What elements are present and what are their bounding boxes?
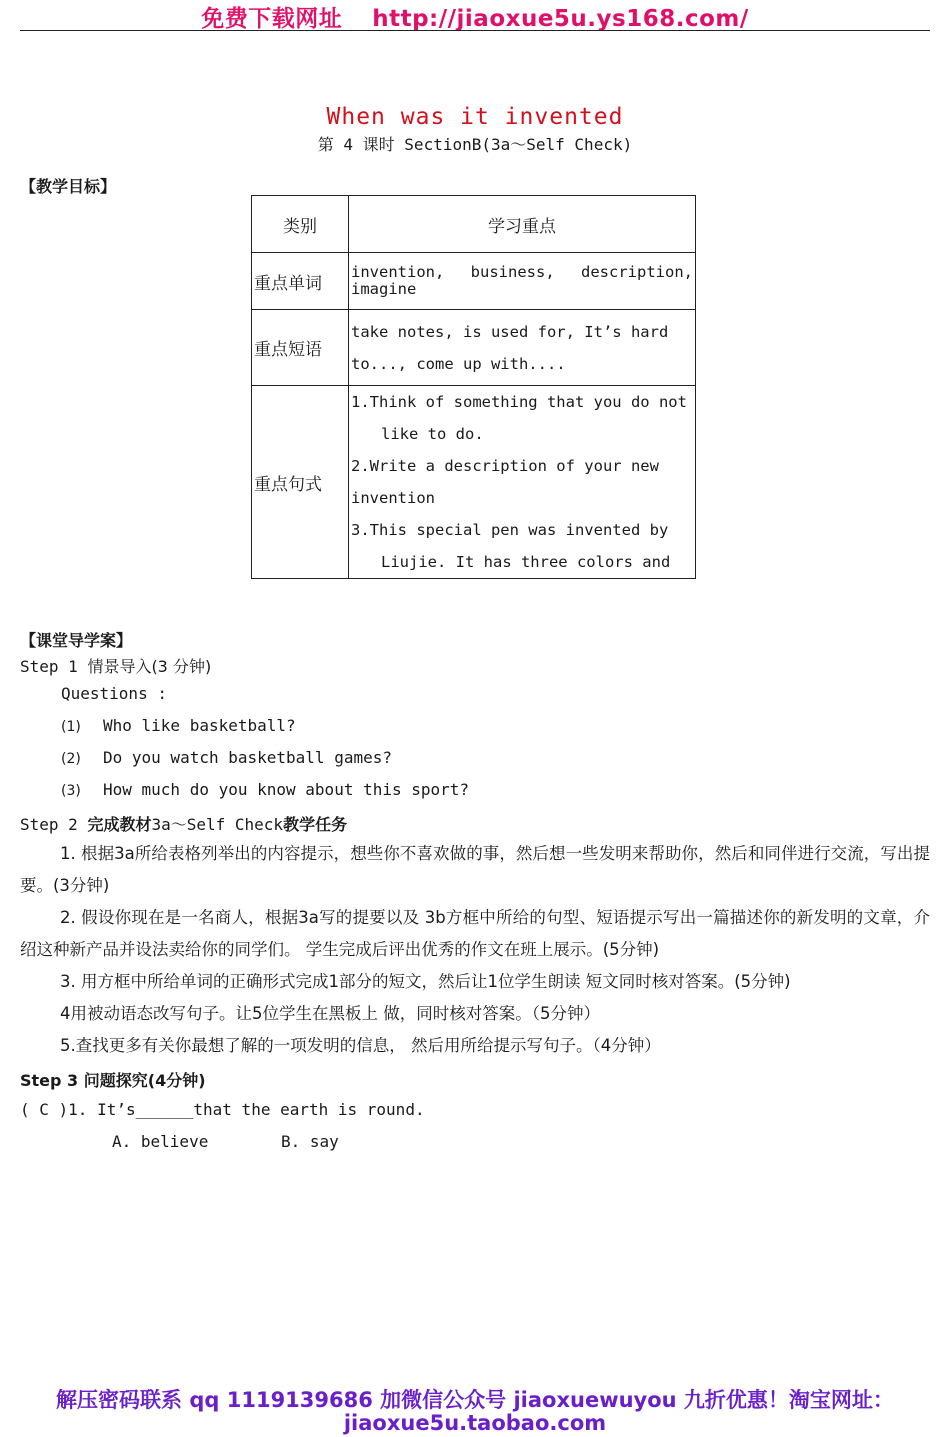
- content-line: 3.This special pen was invented by: [351, 521, 669, 539]
- content-line: like to do.: [381, 425, 484, 443]
- step2-title-a: 完成教材: [87, 815, 152, 834]
- footer-contact: 解压密码联系 qq 1119139686 加微信公众号 jiaoxuewuyou 九折优惠！淘宝网址：: [56, 1388, 894, 1412]
- download-banner: [0, 0, 950, 33]
- task-paragraph: 5.查找更多有关你最想了解的一项发明的信息， 然后用所给提示写句子。（4分钟）: [60, 1036, 661, 1055]
- row-content: invention, business, description, imagine: [349, 253, 696, 310]
- step1-title: 情景导入(3 分钟): [87, 657, 212, 676]
- question-number: (3): [61, 783, 81, 799]
- content-line: to..., come up with....: [351, 354, 566, 373]
- row-content: [349, 386, 696, 579]
- row-category: 重点短语: [252, 310, 349, 386]
- question-text: Who like basketball?: [103, 716, 296, 735]
- task-paragraph: 1. 根据3a所给表格列举出的内容提示，想些你不喜欢做的事，然后想一些发明来帮助你，然后和同伴进行交流，写出提要。(3分钟): [20, 844, 930, 895]
- download-label: 免费下载网址: [201, 6, 343, 32]
- download-url-link[interactable]: http://jiaoxue5u.ys168.com/: [372, 6, 749, 32]
- step3-title: Step 3 问题探究(4分钟): [20, 1071, 206, 1090]
- document-title: When was it invented: [326, 104, 624, 130]
- step2-title-c: 教学任务: [283, 815, 348, 834]
- goals-heading: 【教学目标】: [20, 177, 117, 196]
- row-category: 重点单词: [252, 253, 349, 310]
- task-paragraph: 4用被动语态改写句子。让5位学生在黑板上 做，同时核对答案。（5分钟）: [60, 1004, 600, 1023]
- step2-line: [20, 812, 347, 835]
- step1-line: [20, 654, 211, 677]
- guide-heading: 【课堂导学案】: [20, 631, 133, 650]
- task-paragraph: 2. 假设你现在是一名商人，根据3a写的提要以及 3b方框中所给的句型、短语提示写出一篇描述你的新发明的文章，介绍这种新产品并设法卖给你的同学们。 学生完成后评出优秀的作文在班上展示。(5分钟): [20, 908, 930, 959]
- lesson-subtitle: 第 4 课时 SectionB(3a〜Self Check): [317, 135, 633, 154]
- content-line: 1.Think of something that you do not: [351, 393, 687, 411]
- header-focus: 学习重点: [349, 196, 696, 253]
- header-category: 类别: [252, 196, 349, 253]
- table-header-row: [252, 196, 696, 253]
- table-row: [252, 310, 696, 386]
- footer-shop-link[interactable]: jiaoxue5u.taobao.com: [343, 1411, 607, 1435]
- task-paragraph: 3. 用方框中所给单词的正确形式完成1部分的短文，然后让1位学生朗读 短文同时核对答案。(5分钟): [60, 972, 791, 991]
- step2-title-b: 3a〜Self Check: [151, 815, 284, 834]
- option-b: B. say: [281, 1132, 339, 1151]
- header-divider: [20, 30, 930, 31]
- content-line: invention: [351, 489, 435, 507]
- row-category: 重点句式: [252, 386, 349, 579]
- content-line: take notes, is used for, It’s hard: [351, 322, 669, 341]
- content-line: 2.Write a description of your new: [351, 457, 659, 475]
- question-text: Do you watch basketball games?: [103, 748, 392, 767]
- row-content: [349, 310, 696, 386]
- step2-label: Step 2: [20, 815, 78, 834]
- question-text: How much do you know about this sport?: [103, 780, 470, 799]
- question-item: [61, 780, 469, 799]
- content-line: Liujie. It has three colors and: [381, 553, 671, 571]
- step1-label: Step 1: [20, 657, 78, 676]
- table-row: [252, 253, 696, 310]
- option-a: A. believe: [112, 1132, 209, 1151]
- goals-table: [251, 195, 696, 579]
- question-number: (1): [61, 719, 81, 735]
- table-row: [252, 386, 696, 579]
- question-item: [61, 748, 392, 767]
- questions-label: Questions :: [61, 684, 167, 703]
- question-number: (2): [61, 751, 81, 767]
- exercise-question: ( C )1. It’s______that the earth is round.: [20, 1100, 425, 1119]
- question-item: [61, 716, 296, 735]
